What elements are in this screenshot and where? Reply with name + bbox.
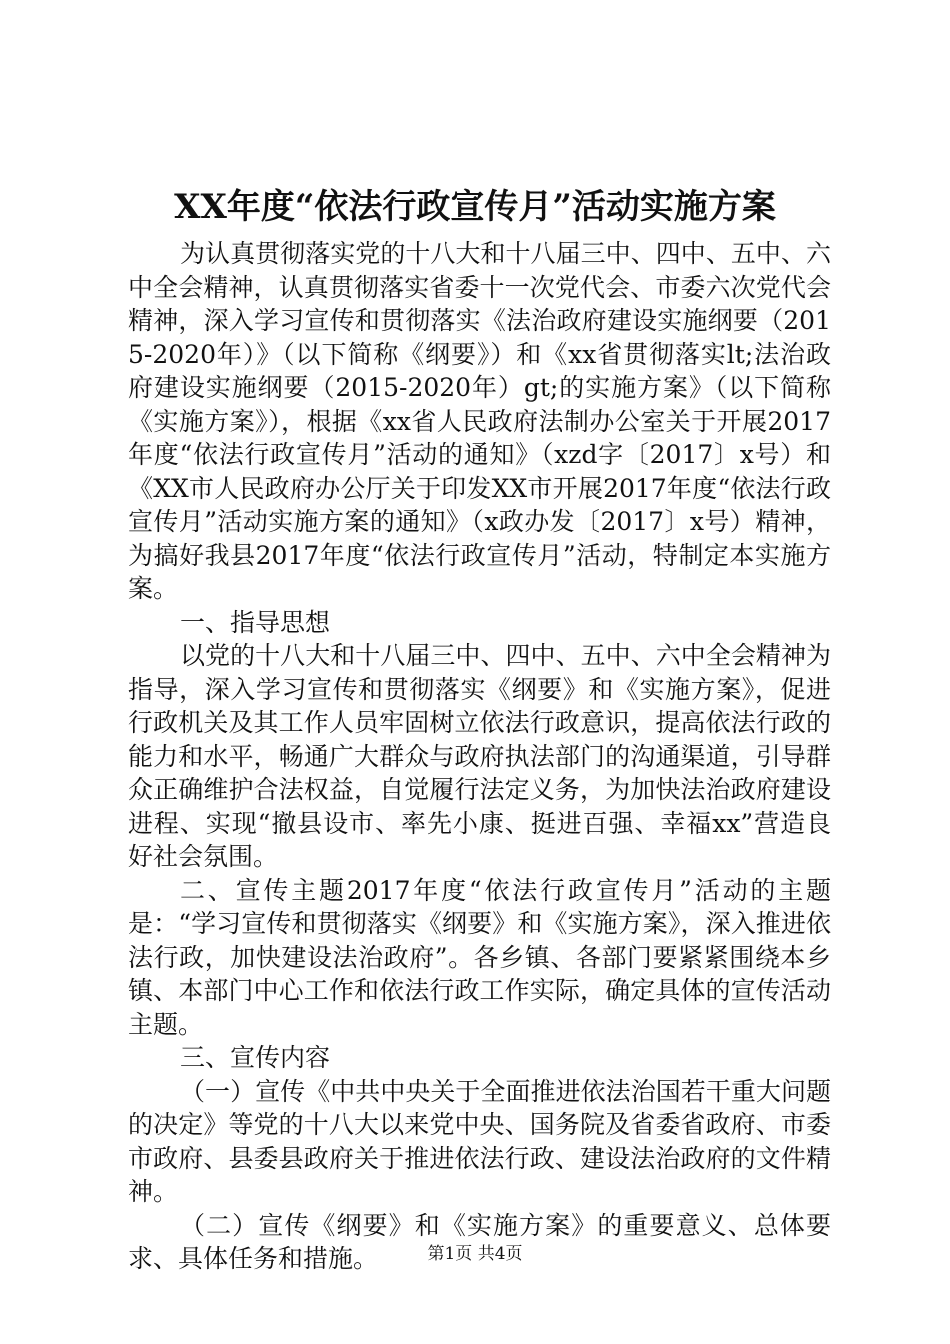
- paragraph-guiding-ideology: 以党的十八大和十八届三中、四中、五中、六中全会精神为指导，深入学习宣传和贯彻落实《纲要》和《实施方案》，促进行政机关及其工作人员牢固树立依法行政意识，提高依法行政的能力和水平，畅通广大群众与政府执法部门的沟通渠道，引导群众正确维护合法权益，自觉履行法定义务，为加快法治政府建设进程、实现“撤县设市、率先小康、挺进百强、幸福xx”营造良好社会氛围。: [128, 641, 831, 871]
- page-number-footer: 第1页 共4页: [427, 1244, 523, 1264]
- section-heading-publicity-content: 三、宣传内容: [180, 1043, 331, 1072]
- paragraph-publicity-theme: 二、宣传主题2017年度“依法行政宣传月”活动的主题是：“学习宣传和贯彻落实《纲要》和《实施方案》，深入推进依法行政，加快建设法治政府”。各乡镇、各部门要紧紧围绕本乡镇、本部门中心工作和依法行政工作实际，确定具体的宣传活动主题。: [128, 875, 831, 1039]
- document-body: [128, 237, 831, 1276]
- paragraph-content-item-1: （一）宣传《中共中央关于全面推进依法治国若干重大问题的决定》等党的十八大以来党中央、国务院及省委省政府、市委市政府、县委县政府关于推进依法行政、建设法治政府的文件精神。: [128, 1076, 831, 1206]
- paragraph-intro: 为认真贯彻落实党的十八大和十八届三中、四中、五中、六中全会精神，认真贯彻落实省委十一次党代会、市委六次党代会精神，深入学习宣传和贯彻落实《法治政府建设实施纲要（2015-2020年）》（以下简称《纲要》）和《xx省贯彻落实lt;法治政府建设实施纲要（2015-2020年）gt;的实施方案》（以下简称《实施方案》），根据《xx省人民政府法制办公室关于开展2017年度“依法行政宣传月”活动的通知》（xzd字〔2017〕x号）和《XX市人民政府办公厅关于印发XX市开展2017年度“依法行政宣传月”活动实施方案的通知》（x政办发〔2017〕x号）精神，为搞好我县2017年度“依法行政宣传月”活动，特制定本实施方案。: [128, 239, 831, 603]
- document-title: XX年度“依法行政宣传月”活动实施方案: [174, 187, 776, 227]
- section-heading-guiding-ideology: 一、指导思想: [180, 607, 331, 637]
- paragraph-content-item-2: （二）宣传《纲要》和《实施方案》的重要意义、总体要求、具体任务和措施。: [128, 1210, 831, 1273]
